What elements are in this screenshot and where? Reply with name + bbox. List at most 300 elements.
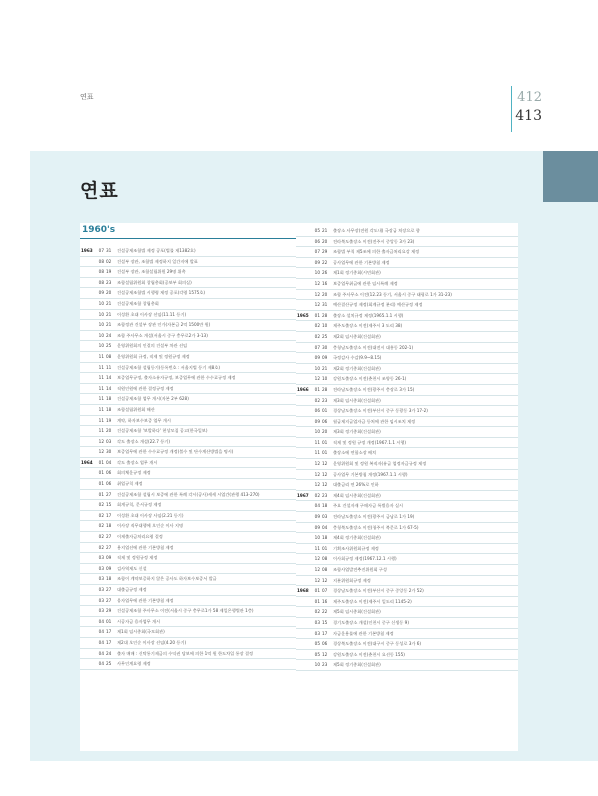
timeline-row xyxy=(80,299,302,310)
timeline-event: 제4회 임시총회(건설회관) xyxy=(333,492,381,498)
timeline-row xyxy=(80,490,302,501)
timeline-year xyxy=(80,468,95,478)
timeline-row xyxy=(296,427,518,438)
timeline-month: 01 xyxy=(314,386,320,392)
timeline-row xyxy=(80,331,302,342)
timeline-event: 각도 출장소 업무 개시 xyxy=(117,459,158,465)
timeline-day: 30 xyxy=(322,344,328,350)
timeline-event: 전라남도출장소 이전(광주시 금남로 1가 19) xyxy=(333,514,415,520)
timeline-event: 이성환 초대 이사장 사임(2.21 등기) xyxy=(117,512,184,518)
timeline-day: 08 xyxy=(322,556,328,562)
timeline-year xyxy=(296,374,311,384)
timeline-row xyxy=(80,437,302,448)
timeline-row xyxy=(80,352,302,363)
timeline-row xyxy=(296,300,518,311)
timeline-day: 07 xyxy=(322,588,328,594)
timeline-month: 12 xyxy=(314,291,320,297)
timeline-event: 제3회 임시총회(건설회관) xyxy=(333,397,381,403)
timeline-day: 09 xyxy=(106,555,112,561)
timeline-event: 건설부 장관, 조합법 제정하지 일간지에 발표 xyxy=(117,258,198,264)
timeline-row xyxy=(296,258,518,269)
timeline-event: 강원도출장소 이전(춘천시 조양동 26-1) xyxy=(333,376,407,382)
timeline-row xyxy=(296,650,518,661)
timeline-row xyxy=(296,364,518,375)
timeline-year xyxy=(80,659,95,669)
timeline-row xyxy=(296,396,518,407)
timeline-year xyxy=(296,607,311,617)
timeline-row xyxy=(296,332,518,343)
timeline-event: 회의체운규정 제정 xyxy=(117,470,151,476)
timeline-day: 20 xyxy=(106,290,112,296)
timeline-row xyxy=(80,278,302,289)
timeline-day: 12 xyxy=(322,482,328,488)
timeline-year: 1964 xyxy=(81,459,93,465)
timeline-row xyxy=(80,500,302,511)
decade-label: 1960's xyxy=(82,225,116,235)
timeline-event: 경상남도출장소 이전(부산시 중구 중앙동 2가 52) xyxy=(333,588,424,594)
timeline-month: 02 xyxy=(314,609,320,615)
timeline-month: 07 xyxy=(98,248,104,253)
timeline-month: 05 xyxy=(314,228,320,233)
timeline-column-right xyxy=(296,223,518,751)
timeline-row xyxy=(296,353,518,364)
timeline-month: 12 xyxy=(98,449,104,455)
timeline-day: 01 xyxy=(322,545,328,551)
timeline-event: 제2대 오인순 이사장 선임(4.20 등기) xyxy=(117,639,187,645)
timeline-day: 28 xyxy=(322,312,328,318)
timeline-event: 조합 주사무소 개설(서울시 중구 충무로2가 3-13) xyxy=(117,332,208,338)
timeline-day: 24 xyxy=(106,332,112,338)
timeline-day: 25 xyxy=(106,661,112,667)
timeline-row xyxy=(296,470,518,481)
timeline-day: 06 xyxy=(322,641,328,647)
timeline-row xyxy=(296,501,518,512)
timeline-month: 10 xyxy=(98,343,104,349)
timeline-row xyxy=(80,479,302,490)
timeline-year xyxy=(80,574,95,584)
timeline-event: 직제 및 정원규정 제정 xyxy=(117,555,158,561)
timeline-year xyxy=(296,629,311,639)
timeline-year xyxy=(296,544,311,554)
timeline-month: 02 xyxy=(314,397,320,403)
timeline-event: 건설공제조합 창립총회 xyxy=(117,300,159,306)
timeline-rows-left xyxy=(80,246,302,670)
timeline-row xyxy=(80,405,302,416)
timeline-month: 03 xyxy=(98,597,104,603)
timeline-row xyxy=(80,257,302,268)
timeline-year xyxy=(296,650,311,660)
timeline-day: 23 xyxy=(322,662,328,668)
timeline-day: 20 xyxy=(322,429,328,435)
timeline-row xyxy=(296,491,518,502)
timeline-event: 취업규칙 제정 xyxy=(117,481,143,487)
timeline-day: 23 xyxy=(106,279,112,285)
timeline-month: 11 xyxy=(98,406,104,412)
timeline-day: 06 xyxy=(322,418,328,424)
timeline-row xyxy=(80,468,302,479)
timeline-year xyxy=(80,617,95,627)
timeline-month: 05 xyxy=(314,641,320,647)
timeline-day: 23 xyxy=(322,492,328,498)
timeline-row xyxy=(296,629,518,640)
timeline-row xyxy=(80,596,302,607)
timeline-row xyxy=(80,627,302,638)
timeline-month: 11 xyxy=(314,439,320,445)
timeline-day: 27 xyxy=(106,534,112,540)
timeline-event: 대출금리 연 26%로 인하 xyxy=(333,482,379,488)
timeline-event: 지분위원회규정 제정 xyxy=(333,577,371,583)
timeline-event: 대출금규정 제정 xyxy=(117,587,147,592)
timeline-day: 31 xyxy=(106,248,112,253)
timeline-day: 19 xyxy=(106,269,112,275)
timeline-year xyxy=(80,267,95,277)
timeline-row xyxy=(80,373,302,384)
timeline-day: 04 xyxy=(322,524,328,530)
timeline-event: 제5회 임시총회(건설회관) xyxy=(333,609,381,615)
timeline-month: 02 xyxy=(98,534,104,540)
timeline-day: 17 xyxy=(106,639,112,645)
timeline-year xyxy=(296,480,311,490)
timeline-month: 11 xyxy=(98,375,104,381)
timeline-year xyxy=(296,618,311,628)
timeline-day: 10 xyxy=(322,376,328,382)
timeline-year xyxy=(80,394,95,404)
timeline-month: 03 xyxy=(314,630,320,636)
timeline-month: 03 xyxy=(98,587,104,592)
timeline-row xyxy=(296,523,518,534)
timeline-row xyxy=(296,480,518,491)
timeline-month: 03 xyxy=(98,608,104,614)
timeline-year: 1968 xyxy=(297,588,309,594)
timeline-event: 경상북도출장소 이전(대구시 중구 동성로 3가 6) xyxy=(333,641,422,647)
timeline-day: 06 xyxy=(106,481,112,487)
timeline-event: 조합정관 건설부 장관 인가(자본금 2억 1500만 원) xyxy=(117,322,211,328)
timeline-row xyxy=(80,649,302,660)
timeline-month: 04 xyxy=(98,639,104,645)
timeline-month: 01 xyxy=(314,312,320,318)
timeline-month: 02 xyxy=(98,502,104,508)
timeline-day: 27 xyxy=(106,544,112,550)
timeline-year xyxy=(296,533,311,543)
timeline-year xyxy=(80,521,95,531)
timeline-rows-right xyxy=(296,226,518,671)
timeline-event: 융자업무에 관한 기본방침 제정 xyxy=(117,597,174,603)
timeline-event: 제5회 정기총회(건설회관) xyxy=(333,662,381,668)
timeline-day: 09 xyxy=(106,565,112,571)
timeline-row xyxy=(80,246,302,257)
timeline-year xyxy=(80,341,95,351)
timeline-row xyxy=(296,290,518,301)
timeline-year xyxy=(80,447,95,457)
timeline-row xyxy=(296,374,518,385)
timeline-day: 15 xyxy=(322,619,328,625)
timeline-year xyxy=(296,258,311,268)
timeline-event: 건설공제조합 설립등기(등록번호 : 서울지법 등기 제8호) xyxy=(117,364,220,370)
timeline-event: 건설공제조합법 제정 공포(법률 제1382호) xyxy=(117,248,196,253)
timeline-day: 25 xyxy=(106,343,112,349)
timeline-column-left xyxy=(80,223,302,751)
timeline-month: 12 xyxy=(314,567,320,572)
timeline-month: 07 xyxy=(314,344,320,350)
timeline-day: 19 xyxy=(106,417,112,423)
timeline-day: 21 xyxy=(106,311,112,317)
timeline-month: 04 xyxy=(98,650,104,656)
timeline-month: 02 xyxy=(314,492,320,498)
timeline-day: 20 xyxy=(322,238,328,244)
timeline-row xyxy=(296,459,518,470)
timeline-year xyxy=(296,576,311,586)
timeline-row xyxy=(80,310,302,321)
timeline-day: 27 xyxy=(106,597,112,603)
timeline-month: 12 xyxy=(314,461,320,467)
timeline-month: 12 xyxy=(314,556,320,562)
timeline-day: 03 xyxy=(106,438,112,444)
timeline-day: 10 xyxy=(322,323,328,329)
header-divider xyxy=(511,86,512,132)
timeline-day: 21 xyxy=(322,365,328,371)
timeline-year xyxy=(80,373,95,383)
timeline-month: 02 xyxy=(314,323,320,329)
timeline-event: 계약, 하자보수보증 업무 개시 xyxy=(117,417,171,423)
timeline-day: 16 xyxy=(322,598,328,604)
timeline-month: 03 xyxy=(314,619,320,625)
timeline-day: 14 xyxy=(106,375,112,381)
timeline-month: 01 xyxy=(314,598,320,604)
timeline-event: 회계규칙, 문서규정 제정 xyxy=(117,502,162,508)
timeline-row xyxy=(80,606,302,617)
timeline-month: 10 xyxy=(98,322,104,328)
timeline-year xyxy=(80,479,95,489)
timeline-month: 12 xyxy=(314,280,320,286)
timeline-year xyxy=(296,290,311,300)
timeline-year xyxy=(80,288,95,298)
timeline-row xyxy=(296,343,518,354)
timeline-event: 경상남도출장소 이전(부산시 중구 동광동 3가 17-2) xyxy=(333,408,428,414)
timeline-day: 20 xyxy=(322,291,328,297)
timeline-year xyxy=(80,416,95,426)
timeline-row xyxy=(80,511,302,522)
side-tab xyxy=(543,151,598,202)
timeline-day: 21 xyxy=(106,300,112,306)
timeline-year xyxy=(296,406,311,416)
timeline-event: 보증업무규정, 출자소유자규정, 보증업무에 관한 수수료규정 제정 xyxy=(117,375,236,381)
timeline-month: 09 xyxy=(314,418,320,424)
timeline-event: 조합 주사무소 이전(12.23 등기, 서울시 중구 태평로 1가 31-23) xyxy=(333,291,452,297)
timeline-month: 11 xyxy=(98,396,104,402)
timeline-day: 21 xyxy=(106,322,112,328)
timeline-month: 09 xyxy=(314,355,320,361)
timeline-month: 10 xyxy=(98,311,104,317)
timeline-row xyxy=(296,544,518,555)
timeline-month: 11 xyxy=(98,385,104,391)
timeline-month: 11 xyxy=(314,450,320,456)
timeline-event: 조합법 부칙 제5조에 의한 출자금처리요강 제정 xyxy=(333,249,420,255)
timeline-day: 01 xyxy=(106,618,112,624)
timeline-event: 기획조사위원회규정 제정 xyxy=(333,545,379,551)
timeline-year xyxy=(80,363,95,373)
timeline-month: 06 xyxy=(314,408,320,414)
timeline-year xyxy=(296,417,311,427)
timeline-day: 18 xyxy=(322,503,328,509)
timeline-event: 전라북도출장소 이전(전주시 중앙동 3가 23) xyxy=(333,238,415,244)
timeline-event: 이사장 직무대행에 오인순 이사 지명 xyxy=(117,523,184,529)
timeline-month: 04 xyxy=(98,629,104,635)
timeline-day: 26 xyxy=(322,270,328,276)
timeline-event: 조합설립위원회 창립총회(공보부 회의실) xyxy=(117,279,192,285)
timeline-month: 04 xyxy=(314,503,320,509)
timeline-row xyxy=(296,311,518,322)
timeline-row xyxy=(80,585,302,596)
timeline-event: 제2회 임시총회(건설회관) xyxy=(333,333,381,339)
timeline-month: 11 xyxy=(98,353,104,359)
timeline-row xyxy=(296,533,518,544)
timeline-event: 운영위원회의 인결의 건설부 차관 선임 xyxy=(117,343,188,349)
timeline-year xyxy=(80,320,95,330)
timeline-event: 사무인계요령 제정 xyxy=(117,661,151,667)
timeline-event: 출장소에 연합소장 배치 xyxy=(333,450,377,456)
timeline-day: 24 xyxy=(106,650,112,656)
timeline-row xyxy=(296,438,518,449)
timeline-month: 06 xyxy=(314,238,320,244)
timeline-row xyxy=(296,406,518,417)
timeline-year xyxy=(296,565,311,575)
timeline-year xyxy=(296,554,311,564)
timeline-month: 07 xyxy=(314,249,320,255)
timeline-event: 출장소 설치규정 제정(1965.1.1 시행) xyxy=(333,312,404,318)
timeline-month: 05 xyxy=(314,651,320,657)
timeline-row xyxy=(80,521,302,532)
timeline-row xyxy=(80,341,302,352)
timeline-year xyxy=(296,279,311,289)
timeline-event: 용지업선에 관한 기본방침 제정 xyxy=(117,544,174,550)
timeline-event: 건설공제조합 '보발하다' 현상모집 공고(한국일보) xyxy=(117,428,208,434)
timeline-month: 02 xyxy=(98,523,104,529)
timeline-event: 출장소 사무장(전원 각도내) 국장급 처장으로 향 xyxy=(333,228,420,233)
timeline-year xyxy=(80,649,95,659)
timeline-event: 건설공제조합 주사무소 이전(서울시 중구 충무로1가 58 제일은행별관 1층) xyxy=(117,608,254,614)
timeline-month: 09 xyxy=(314,514,320,520)
timeline-year xyxy=(80,310,95,320)
timeline-row xyxy=(80,532,302,543)
timeline-day: 20 xyxy=(106,428,112,434)
timeline-month: 09 xyxy=(314,259,320,265)
timeline-year xyxy=(296,353,311,363)
timeline-month: 10 xyxy=(98,332,104,338)
timeline-row xyxy=(296,565,518,576)
timeline-month: 08 xyxy=(98,269,104,275)
timeline-row xyxy=(296,512,518,523)
timeline-day: 30 xyxy=(106,449,112,455)
timeline-event: 전라남도출장소 이전(광주시 충장로 3가 15) xyxy=(333,386,415,392)
timeline-day: 21 xyxy=(322,228,328,233)
timeline-year xyxy=(80,606,95,616)
timeline-event: 시공자금 융자업무 개시 xyxy=(117,618,161,624)
timeline-day: 15 xyxy=(106,502,112,508)
timeline-day: 01 xyxy=(322,450,328,456)
timeline-row xyxy=(80,416,302,427)
timeline-year xyxy=(296,237,311,247)
timeline-month: 01 xyxy=(314,588,320,594)
timeline-day: 12 xyxy=(322,471,328,477)
timeline-year xyxy=(80,331,95,341)
timeline-event: 제4회 정기총회(건설회관) xyxy=(333,535,381,541)
timeline-event: 보증업무취급에 관한 임시특례 제정 xyxy=(333,280,398,286)
timeline-day: 12 xyxy=(322,461,328,467)
timeline-month: 12 xyxy=(314,471,320,477)
timeline-year xyxy=(80,511,95,521)
page-title: 연표 xyxy=(80,180,119,202)
timeline-year xyxy=(80,299,95,309)
timeline-year xyxy=(80,384,95,394)
timeline-event: 제2회 정기총회(건설회관) xyxy=(333,365,381,371)
timeline-event: 운영위원회 규정, 직제 및 정원규정 제정 xyxy=(117,353,190,359)
timeline-month: 12 xyxy=(314,302,320,308)
timeline-row xyxy=(80,574,302,585)
timeline-day: 18 xyxy=(106,576,112,582)
timeline-row xyxy=(80,320,302,331)
timeline-day: 12 xyxy=(322,651,328,657)
timeline-day: 17 xyxy=(322,630,328,636)
timeline-year xyxy=(296,639,311,649)
timeline-event: 직원인원에 관한 결정규정 제정 xyxy=(117,385,174,391)
timeline-year xyxy=(296,438,311,448)
timeline-month: 09 xyxy=(314,524,320,530)
timeline-event: 운영위원회 및 정원 복직자(유급 업정자금규정 제정 xyxy=(333,461,427,467)
timeline-year xyxy=(80,585,95,595)
timeline-month: 08 xyxy=(98,279,104,285)
timeline-row xyxy=(296,268,518,279)
timeline-row xyxy=(296,554,518,565)
timeline-month: 12 xyxy=(314,577,320,583)
timeline-row xyxy=(296,618,518,629)
timeline-month: 01 xyxy=(98,491,104,497)
timeline-day: 01 xyxy=(322,439,328,445)
timeline-row xyxy=(80,267,302,278)
timeline-month: 11 xyxy=(314,545,320,551)
timeline-year xyxy=(296,427,311,437)
timeline-day: 22 xyxy=(322,609,328,615)
timeline-day: 29 xyxy=(106,608,112,614)
timeline-month: 09 xyxy=(98,290,104,296)
timeline-day: 04 xyxy=(106,459,112,465)
timeline-row xyxy=(296,448,518,459)
timeline-event: 공사업무 기본방침 개정(1967.1.1 시행) xyxy=(333,471,408,477)
timeline-event: 공사업무에 관한 기본방침 제정 xyxy=(333,259,390,265)
timeline-row xyxy=(80,458,302,469)
timeline-event: 제주도출장소 이전(제주시 일도리 1145-2) xyxy=(333,598,412,604)
timeline-row xyxy=(80,617,302,628)
timeline-day: 14 xyxy=(106,385,112,391)
page-number: 413 xyxy=(515,108,542,124)
timeline-event: 건설부 장관, 조합설립위원 29명 위촉 xyxy=(117,269,186,275)
timeline-row xyxy=(80,553,302,564)
timeline-row xyxy=(296,597,518,608)
timeline-row xyxy=(80,659,302,670)
timeline-event: 건설공제조합 설립시 보증에 관한 특례 각시(공사)세세 시업간(관행 413-270) xyxy=(117,491,260,497)
timeline-month: 10 xyxy=(314,270,320,276)
timeline-day: 22 xyxy=(322,259,328,265)
timeline-day: 29 xyxy=(322,249,328,255)
timeline-event: 강원도출장소 이전(춘천시 요선동 155) xyxy=(333,651,405,657)
timeline-month: 01 xyxy=(98,459,104,465)
timeline-event: 충청남도출장소 이전(대전시 대흥동 202-1) xyxy=(333,344,414,350)
timeline-row xyxy=(296,226,518,237)
timeline-day: 09 xyxy=(322,355,328,361)
timeline-event: 충청북도출장소 이전(청주시 북문로 1가 67-5) xyxy=(333,524,419,530)
timeline-year xyxy=(296,343,311,353)
timeline-row xyxy=(296,237,518,248)
timeline-event: 직제 및 정원 규정 개정(1967.1.1 시행) xyxy=(333,439,407,445)
